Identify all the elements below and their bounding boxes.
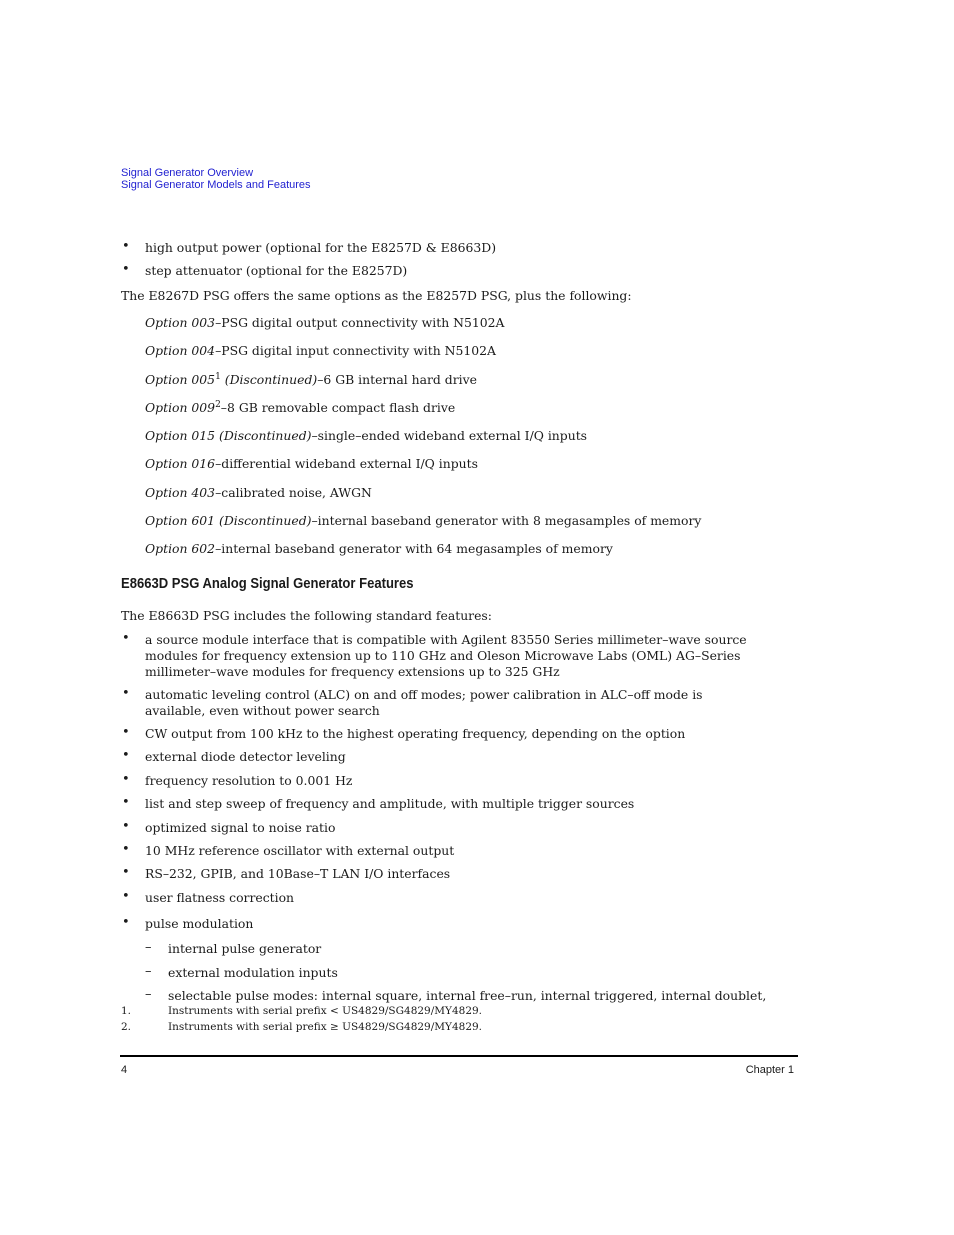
- bullet-glyph: •: [122, 915, 130, 930]
- bullet-glyph: •: [122, 842, 130, 857]
- footnote-number: 1.: [121, 1005, 132, 1017]
- bullet-glyph: •: [122, 631, 130, 646]
- option-note: (Discontinued): [215, 513, 312, 528]
- option-item: [145, 428, 587, 444]
- bullet-glyph: •: [122, 865, 130, 880]
- option-desc: –internal baseband generator with 64 megasamples of memory: [215, 541, 613, 556]
- bullet-text: optimized signal to noise ratio: [145, 820, 336, 835]
- option-name: Option 005: [145, 372, 216, 387]
- bullet-glyph: •: [122, 239, 130, 254]
- option-desc: –internal baseband generator with 8 megasamples of memory: [311, 513, 702, 528]
- footnote-text: Instruments with serial prefix < US4829/SG4829/MY4829.: [168, 1005, 483, 1017]
- sub-bullet-text: external modulation inputs: [168, 965, 338, 980]
- option-desc: –single–ended wideband external I/Q inputs: [311, 428, 588, 443]
- dash-glyph: –: [145, 940, 152, 955]
- option-item: [145, 315, 504, 331]
- option-name: Option 601: [145, 513, 216, 528]
- sub-bullet-text: selectable pulse modes: internal square, internal free–run, internal triggered, internal doublet,: [168, 988, 767, 1003]
- bullet-text: modules for frequency extension up to 110 GHz and Oleson Microwave Labs (OML) AG–Series: [145, 648, 741, 663]
- option-item: [145, 372, 477, 388]
- option-item: [145, 400, 455, 416]
- bullet-glyph: •: [122, 795, 130, 810]
- bullet-text: RS–232, GPIB, and 10Base–T LAN I/O interfaces: [145, 866, 451, 881]
- footer-rule: [120, 1055, 798, 1057]
- intro-e8267d: The E8267D PSG offers the same options as the E8257D PSG, plus the following:: [121, 288, 632, 303]
- bullet-glyph: •: [122, 262, 130, 277]
- bullet-text: available, even without power search: [145, 703, 380, 718]
- option-name: Option 403: [145, 485, 216, 500]
- option-name: Option 015: [145, 428, 216, 443]
- option-note: (Discontinued): [215, 428, 312, 443]
- bullet-text: user flatness correction: [145, 890, 295, 905]
- bullet-text: millimeter–wave modules for frequency extensions up to 325 GHz: [145, 664, 560, 679]
- bullet-glyph: •: [122, 725, 130, 740]
- bullet-text: automatic leveling control (ALC) on and off modes; power calibration in ALC–off mode is: [145, 687, 703, 702]
- option-desc: –differential wideband external I/Q inputs: [215, 456, 478, 471]
- bullet-text: high output power (optional for the E8257D & E8663D): [145, 240, 497, 255]
- bullet-glyph: •: [122, 819, 130, 834]
- bullet-text: 10 MHz reference oscillator with external output: [145, 843, 455, 858]
- bullet-glyph: •: [122, 889, 130, 904]
- option-name: Option 602: [145, 541, 216, 556]
- bullet-text: pulse modulation: [145, 916, 254, 931]
- option-note: (Discontinued): [220, 372, 318, 387]
- bullet-glyph: •: [122, 686, 130, 701]
- option-desc: –calibrated noise, AWGN: [215, 485, 372, 500]
- option-desc: –PSG digital output connectivity with N5102A: [215, 315, 505, 330]
- dash-glyph: –: [145, 987, 152, 1002]
- option-item: [145, 343, 496, 359]
- sub-bullet-text: internal pulse generator: [168, 941, 322, 956]
- option-name: Option 004: [145, 343, 216, 358]
- page-number: 4: [121, 1064, 128, 1076]
- option-item: [145, 485, 372, 501]
- option-name: Option 003: [145, 315, 216, 330]
- bullet-glyph: •: [122, 772, 130, 787]
- bullet-text: external diode detector leveling: [145, 749, 346, 764]
- option-item: [145, 456, 478, 472]
- bullet-text: list and step sweep of frequency and amplitude, with multiple trigger sources: [145, 796, 635, 811]
- footnote-text: Instruments with serial prefix ≥ US4829/SG4829/MY4829.: [168, 1021, 483, 1033]
- bullet-text: CW output from 100 kHz to the highest operating frequency, depending on the option: [145, 726, 686, 741]
- running-header-section[interactable]: Signal Generator Overview: [121, 167, 254, 179]
- bullet-text: a source module interface that is compatible with Agilent 83550 Series millimeter–wave source: [145, 632, 747, 647]
- section-heading: E8663D PSG Analog Signal Generator Features: [121, 576, 414, 592]
- intro-e8663d: The E8663D PSG includes the following standard features:: [121, 608, 492, 623]
- running-header: [121, 167, 311, 191]
- bullet-text: step attenuator (optional for the E8257D): [145, 263, 408, 278]
- option-item: [145, 513, 701, 529]
- chapter-label: Chapter 1: [745, 1064, 794, 1076]
- option-desc: –8 GB removable compact flash drive: [220, 400, 456, 415]
- running-header-subsection[interactable]: Signal Generator Models and Features: [121, 179, 311, 191]
- option-desc: –PSG digital input connectivity with N5102A: [215, 343, 496, 358]
- option-name: Option 016: [145, 456, 216, 471]
- footnote-ref: 1: [215, 372, 221, 382]
- footnote-ref: 2: [215, 400, 221, 410]
- dash-glyph: –: [145, 964, 152, 979]
- option-item: [145, 541, 613, 557]
- bullet-text: frequency resolution to 0.001 Hz: [145, 773, 353, 788]
- option-desc: –6 GB internal hard drive: [317, 372, 477, 387]
- option-name: Option 009: [145, 400, 216, 415]
- footnote-number: 2.: [121, 1021, 132, 1033]
- bullet-glyph: •: [122, 748, 130, 763]
